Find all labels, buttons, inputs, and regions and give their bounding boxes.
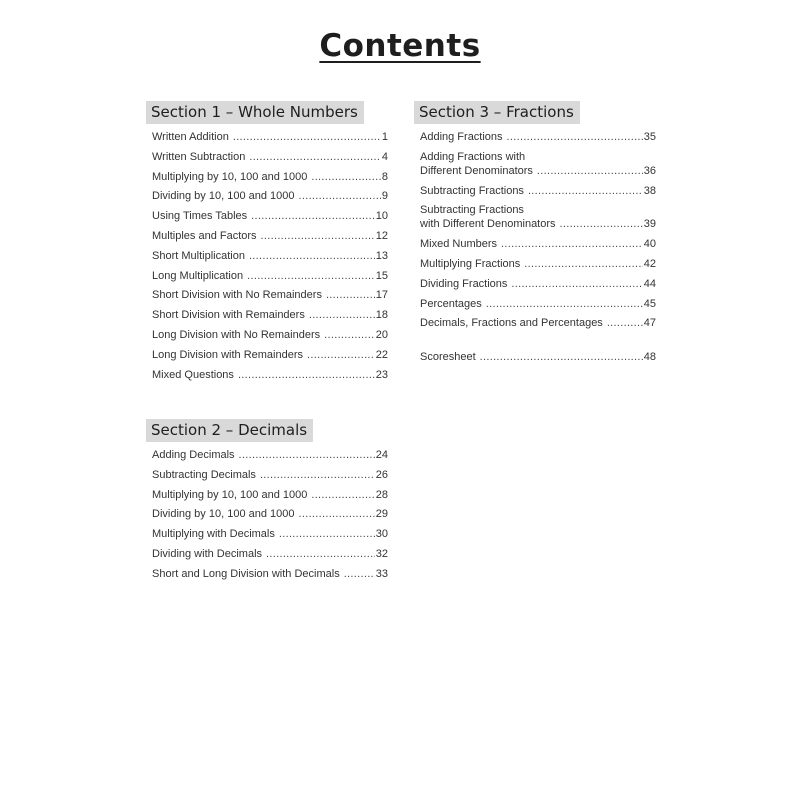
toc-entry-page: 17	[375, 289, 388, 302]
toc-entry-label: Dividing Fractions	[420, 277, 508, 290]
toc-entry-page: 40	[643, 238, 656, 251]
section-header: Section 2 – Decimals	[146, 419, 313, 442]
toc-entry-page: 4	[381, 150, 388, 163]
toc-entry-label: Written Addition	[152, 131, 229, 143]
toc-entry-page: 38	[643, 184, 656, 197]
toc-entry-label: Short Division with No Remainders	[152, 289, 322, 302]
leader-dots	[501, 237, 643, 251]
toc-entry-label: Multiplying with Decimals	[152, 528, 275, 541]
toc-entry-scoresheet[interactable]	[420, 350, 656, 364]
toc-entry[interactable]	[152, 507, 388, 521]
toc-entry[interactable]	[152, 229, 388, 243]
toc-entry[interactable]	[152, 209, 388, 223]
leader-dots	[560, 217, 643, 231]
toc-entry[interactable]	[152, 527, 388, 541]
toc-entry-label: Long Division with No Remainders	[152, 328, 321, 341]
section-whole-numbers	[146, 101, 388, 387]
toc-entry[interactable]	[152, 150, 388, 164]
leader-dots	[307, 348, 375, 362]
leader-dots	[233, 130, 381, 144]
toc-entry-label: Adding Fractions with Different Denominators	[420, 150, 533, 177]
toc-entry-label: Multiplying by 10, 100 and 1000	[152, 488, 308, 501]
leader-dots	[266, 547, 375, 561]
toc-entry-page: 30	[375, 528, 388, 541]
toc-entry-label: Dividing by 10, 100 and 1000	[152, 190, 295, 203]
leader-dots	[279, 527, 375, 541]
leader-dots	[607, 316, 643, 330]
toc-entry-page: 12	[375, 229, 388, 242]
leader-dots	[309, 308, 375, 322]
toc-entry-page: 8	[381, 170, 388, 183]
toc-entry-page: 47	[643, 317, 656, 330]
leader-dots	[299, 189, 381, 203]
leader-dots	[524, 257, 642, 271]
toc-entry[interactable]	[152, 130, 388, 144]
leader-dots	[238, 368, 375, 382]
toc-entry-page: 24	[375, 449, 388, 461]
toc-entry-label: Short Multiplication	[152, 249, 245, 262]
toc-entry[interactable]	[152, 308, 388, 322]
toc-list	[414, 130, 656, 330]
toc-entry-label: Dividing with Decimals	[152, 547, 263, 560]
toc-entry-label: Percentages	[420, 297, 482, 310]
toc-entry[interactable]	[420, 150, 656, 178]
toc-entry-page: 28	[375, 488, 388, 501]
section-decimals	[146, 419, 388, 587]
toc-entry[interactable]	[152, 448, 388, 462]
leader-dots	[537, 164, 643, 178]
toc-entry-label: Long Multiplication	[152, 269, 244, 282]
toc-entry[interactable]	[152, 567, 388, 581]
toc-entry-label: Multiples and Factors	[152, 229, 257, 242]
toc-entry-page: 48	[643, 351, 656, 364]
leader-dots	[344, 567, 375, 581]
toc-entry[interactable]	[152, 170, 388, 184]
toc-entry-label: Long Division with Remainders	[152, 348, 304, 361]
toc-entry-label: Using Times Tables	[152, 210, 248, 223]
toc-entry-label: Dividing by 10, 100 and 1000	[152, 508, 295, 521]
toc-list	[146, 448, 388, 581]
toc-entry-label: Multiplying Fractions	[420, 257, 521, 270]
toc-entry-page: 32	[375, 547, 388, 560]
toc-entry-page: 20	[375, 328, 388, 341]
toc-entry-page: 1	[381, 131, 388, 143]
toc-entry-label: Short Division with Remainders	[152, 309, 305, 322]
leader-dots	[299, 507, 375, 521]
toc-entry[interactable]	[152, 547, 388, 561]
leader-dots	[528, 184, 643, 198]
section-header: Section 1 – Whole Numbers	[146, 101, 364, 124]
toc-entry[interactable]	[152, 189, 388, 203]
toc-entry-label: Mixed Numbers	[420, 238, 498, 251]
leader-dots	[247, 269, 375, 283]
leader-dots	[239, 448, 375, 462]
toc-entry-page: 39	[643, 218, 656, 231]
toc-entry-label: Subtracting Fractions with Different Denominators	[420, 204, 556, 231]
toc-entry[interactable]	[420, 277, 656, 291]
toc-entry-page: 26	[375, 468, 388, 481]
leader-dots	[480, 350, 643, 364]
leader-dots	[507, 130, 643, 144]
toc-entry-label: Subtracting Decimals	[152, 468, 256, 481]
toc-entry-page: 18	[375, 309, 388, 322]
toc-entry[interactable]	[420, 257, 656, 271]
leader-dots	[486, 297, 643, 311]
toc-entry-label: Scoresheet	[420, 351, 476, 364]
toc-entry-label: Decimals, Fractions and Percentages	[420, 317, 603, 330]
toc-entry-page: 23	[375, 368, 388, 381]
toc-entry-label: Subtracting Fractions	[420, 184, 524, 197]
toc-entry[interactable]	[152, 488, 388, 502]
leader-dots	[251, 209, 375, 223]
toc-entry-label: Mixed Questions	[152, 368, 234, 381]
toc-entry-page: 36	[643, 164, 656, 177]
page-title: Contents	[319, 28, 481, 64]
toc-entry[interactable]	[420, 237, 656, 251]
toc-entry-page: 10	[375, 210, 388, 223]
toc-entry-page: 44	[643, 277, 656, 290]
leader-dots	[249, 150, 381, 164]
toc-entry-label: Written Subtraction	[152, 150, 246, 163]
leader-dots	[260, 468, 375, 482]
toc-entry[interactable]	[152, 249, 388, 263]
leader-dots	[324, 328, 375, 342]
toc-entry-page: 45	[643, 297, 656, 310]
leader-dots	[249, 249, 375, 263]
toc-entry-label: Short and Long Division with Decimals	[152, 567, 340, 580]
toc-entry[interactable]	[152, 269, 388, 283]
leader-dots	[511, 277, 642, 291]
toc-entry-label: Adding Decimals	[152, 449, 235, 461]
toc-entry[interactable]	[420, 130, 656, 144]
section-fractions	[414, 101, 656, 370]
toc-entry-page: 9	[381, 190, 388, 203]
leader-dots	[261, 229, 375, 243]
toc-entry[interactable]	[420, 203, 656, 231]
toc-entry[interactable]	[152, 468, 388, 482]
toc-entry[interactable]	[152, 368, 388, 382]
leader-dots	[311, 488, 374, 502]
toc-entry-page: 29	[375, 508, 388, 521]
toc-entry-page: 15	[375, 269, 388, 282]
toc-entry[interactable]	[420, 297, 656, 311]
toc-entry[interactable]	[152, 348, 388, 362]
toc-entry[interactable]	[152, 328, 388, 342]
toc-entry[interactable]	[420, 184, 656, 198]
toc-entry[interactable]	[152, 288, 388, 302]
toc-entry-page: 35	[643, 131, 656, 143]
toc-entry-page: 42	[643, 257, 656, 270]
leader-dots	[311, 170, 381, 184]
toc-entry-label: Multiplying by 10, 100 and 1000	[152, 170, 308, 183]
toc-entry-label: Adding Fractions	[420, 131, 503, 143]
leader-dots	[326, 288, 375, 302]
toc-list	[146, 130, 388, 382]
toc-entry-page: 33	[375, 567, 388, 580]
toc-entry-page: 22	[375, 348, 388, 361]
toc-entry[interactable]	[420, 316, 656, 330]
section-header: Section 3 – Fractions	[414, 101, 580, 124]
toc-entry-page: 13	[375, 249, 388, 262]
